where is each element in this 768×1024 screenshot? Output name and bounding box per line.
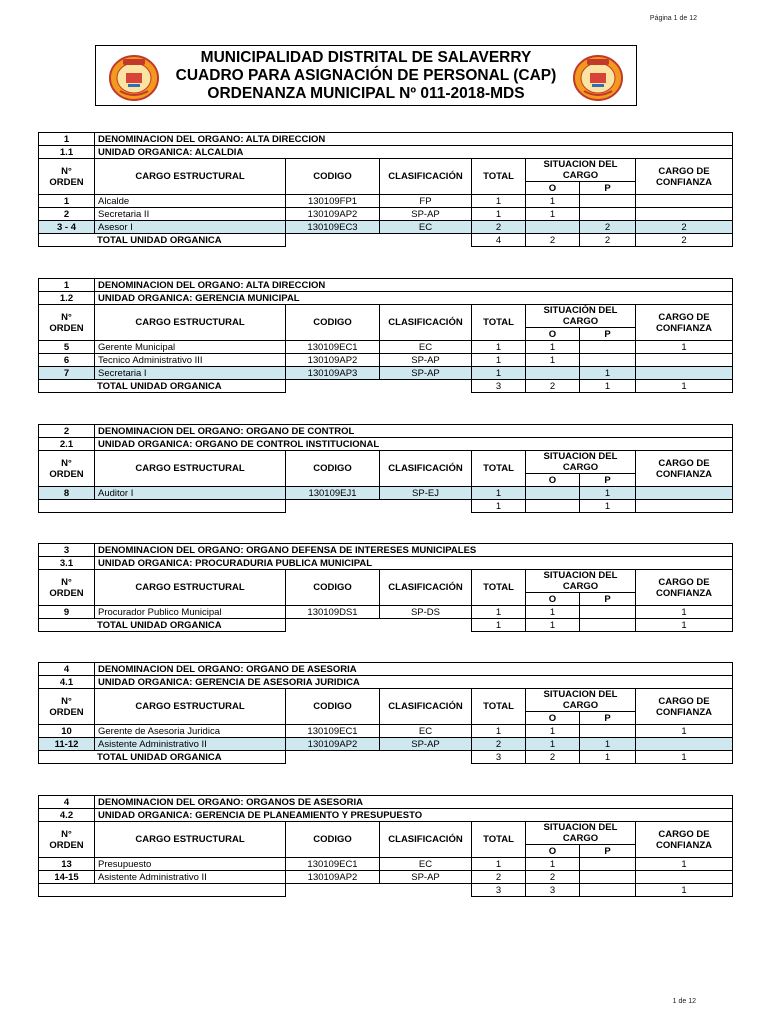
row-p	[580, 606, 636, 619]
row-codigo: 130109DS1	[286, 606, 380, 619]
row-o: 1	[526, 341, 580, 354]
row-o: 1	[526, 195, 580, 208]
total-o: 2	[526, 751, 580, 764]
table-row	[39, 858, 733, 871]
row-confianza	[636, 738, 733, 751]
row-orden: 5	[39, 341, 95, 354]
organo-number: 1	[39, 133, 95, 146]
row-clasificacion: EC	[380, 341, 472, 354]
total-blank	[286, 500, 380, 513]
total-row	[39, 380, 733, 393]
row-orden: 11-12	[39, 738, 95, 751]
header-clasificacion: CLASIFICACIÓN	[380, 689, 472, 725]
header-total: TOTAL	[472, 570, 526, 606]
row-cargo: Auditor I	[95, 487, 286, 500]
organo-name: DENOMINACION DEL ORGANO: ORGANO DE CONTROL	[95, 425, 733, 438]
page-number-bottom: 1 de 12	[672, 998, 696, 1005]
header-situacion: SITUACIÓN DEL CARGO	[526, 305, 636, 328]
row-confianza: 2	[636, 221, 733, 234]
total-p: 1	[580, 380, 636, 393]
header-codigo: CODIGO	[286, 689, 380, 725]
header-clasificacion: CLASIFICACIÓN	[380, 570, 472, 606]
total-p	[580, 884, 636, 897]
row-total: 1	[472, 858, 526, 871]
row-orden: 14-15	[39, 871, 95, 884]
row-codigo: 130109EC1	[286, 341, 380, 354]
total-row	[39, 234, 733, 247]
header-title: MUNICIPALIDAD DISTRITAL DE SALAVERRY	[200, 49, 532, 66]
row-codigo: 130109AP2	[286, 208, 380, 221]
header-o: O	[526, 845, 580, 858]
row-p: 1	[580, 738, 636, 751]
organo-number: 4	[39, 796, 95, 809]
row-orden: 10	[39, 725, 95, 738]
total-blank	[286, 751, 380, 764]
row-clasificacion: SP-AP	[380, 367, 472, 380]
row-total: 2	[472, 738, 526, 751]
header-confianza: CARGO DE CONFIANZA	[636, 451, 733, 487]
total-row	[39, 619, 733, 632]
row-clasificacion: EC	[380, 858, 472, 871]
header-clasificacion: CLASIFICACIÓN	[380, 159, 472, 195]
row-total: 1	[472, 341, 526, 354]
row-o	[526, 221, 580, 234]
header-p: P	[580, 474, 636, 487]
header-total: TOTAL	[472, 159, 526, 195]
total-value: 1	[472, 619, 526, 632]
row-orden: 7	[39, 367, 95, 380]
row-codigo: 130109EJ1	[286, 487, 380, 500]
header-ordinance: ORDENANZA MUNICIPAL Nº 011-2018-MDS	[207, 85, 525, 102]
header-p: P	[580, 328, 636, 341]
row-codigo: 130109AP2	[286, 738, 380, 751]
row-clasificacion: EC	[380, 725, 472, 738]
cap-table	[38, 424, 733, 513]
table-row	[39, 871, 733, 884]
header-orden: N° ORDEN	[39, 689, 95, 725]
unidad-name: UNIDAD ORGANICA: ALCALDIA	[95, 146, 733, 159]
row-total: 1	[472, 725, 526, 738]
row-cargo: Asistente Administrativo II	[95, 871, 286, 884]
header-p: P	[580, 593, 636, 606]
row-clasificacion: SP-AP	[380, 871, 472, 884]
total-blank	[380, 619, 472, 632]
header-cargo: CARGO ESTRUCTURAL	[95, 689, 286, 725]
row-total: 1	[472, 487, 526, 500]
table-row	[39, 725, 733, 738]
unidad-number: 1.2	[39, 292, 95, 305]
row-o	[526, 487, 580, 500]
row-cargo: Presupuesto	[95, 858, 286, 871]
header-orden: N° ORDEN	[39, 451, 95, 487]
total-confianza: 2	[636, 234, 733, 247]
table-row	[39, 487, 733, 500]
row-codigo: 130109EC1	[286, 725, 380, 738]
row-o	[526, 367, 580, 380]
row-cargo: Gerente de Asesoria Juridica	[95, 725, 286, 738]
row-confianza	[636, 195, 733, 208]
header-o: O	[526, 474, 580, 487]
cap-table	[38, 132, 733, 247]
total-o: 2	[526, 234, 580, 247]
row-orden: 9	[39, 606, 95, 619]
row-clasificacion: SP-AP	[380, 738, 472, 751]
row-p	[580, 208, 636, 221]
total-p: 1	[580, 500, 636, 513]
table-row	[39, 738, 733, 751]
header-situacion: SITUACION DEL CARGO	[526, 822, 636, 845]
header-confianza: CARGO DE CONFIANZA	[636, 305, 733, 341]
row-codigo: 130109FP1	[286, 195, 380, 208]
header-p: P	[580, 845, 636, 858]
document-header	[95, 45, 637, 106]
header-situacion: SITUACION DEL CARGO	[526, 570, 636, 593]
row-total: 1	[472, 208, 526, 221]
row-confianza: 1	[636, 341, 733, 354]
header-total: TOTAL	[472, 451, 526, 487]
header-situacion: SITUACION DEL CARGO	[526, 451, 636, 474]
row-total: 1	[472, 367, 526, 380]
row-total: 1	[472, 354, 526, 367]
row-confianza	[636, 487, 733, 500]
row-o: 1	[526, 725, 580, 738]
total-o	[526, 500, 580, 513]
total-row	[39, 500, 733, 513]
organo-name: DENOMINACION DEL ORGANO: ALTA DIRECCION	[95, 279, 733, 292]
total-o: 2	[526, 380, 580, 393]
row-o: 1	[526, 858, 580, 871]
organo-name: DENOMINACION DEL ORGANO: ORGANO DEFENSA DE INTERESES MUNICIPALES	[95, 544, 733, 557]
row-confianza	[636, 208, 733, 221]
total-label	[39, 500, 286, 513]
header-clasificacion: CLASIFICACIÓN	[380, 305, 472, 341]
unidad-name: UNIDAD ORGANICA: GERENCIA MUNICIPAL	[95, 292, 733, 305]
row-p: 1	[580, 487, 636, 500]
total-confianza: 1	[636, 619, 733, 632]
header-confianza: CARGO DE CONFIANZA	[636, 570, 733, 606]
total-value: 4	[472, 234, 526, 247]
row-confianza: 1	[636, 858, 733, 871]
header-confianza: CARGO DE CONFIANZA	[636, 822, 733, 858]
row-cargo: Asistente Administrativo II	[95, 738, 286, 751]
row-codigo: 130109EC1	[286, 858, 380, 871]
row-o: 1	[526, 354, 580, 367]
header-codigo: CODIGO	[286, 451, 380, 487]
header-p: P	[580, 182, 636, 195]
row-codigo: 130109AP2	[286, 871, 380, 884]
total-label: TOTAL UNIDAD ORGANICA	[39, 380, 286, 393]
header-codigo: CODIGO	[286, 305, 380, 341]
total-blank	[380, 234, 472, 247]
header-orden: N° ORDEN	[39, 822, 95, 858]
row-total: 2	[472, 221, 526, 234]
row-orden: 13	[39, 858, 95, 871]
row-total: 1	[472, 606, 526, 619]
header-cargo: CARGO ESTRUCTURAL	[95, 570, 286, 606]
unidad-name: UNIDAD ORGANICA: PROCURADURIA PUBLICA MUNICIPAL	[95, 557, 733, 570]
unidad-number: 1.1	[39, 146, 95, 159]
header-codigo: CODIGO	[286, 570, 380, 606]
unidad-number: 3.1	[39, 557, 95, 570]
total-blank	[286, 884, 380, 897]
row-o: 2	[526, 871, 580, 884]
header-o: O	[526, 593, 580, 606]
row-clasificacion: SP-AP	[380, 354, 472, 367]
header-subtitle: CUADRO PARA ASIGNACIÓN DE PERSONAL (CAP)	[175, 67, 557, 84]
total-o: 3	[526, 884, 580, 897]
page-number-top: Página 1 de 12	[649, 15, 697, 22]
organo-name: DENOMINACION DEL ORGANO: ORGANOS DE ASESORIA	[95, 796, 733, 809]
row-confianza	[636, 367, 733, 380]
header-p: P	[580, 712, 636, 725]
total-blank	[286, 380, 380, 393]
total-value: 1	[472, 500, 526, 513]
total-label: TOTAL UNIDAD ORGANICA	[39, 234, 286, 247]
header-o: O	[526, 712, 580, 725]
header-clasificacion: CLASIFICACIÓN	[380, 822, 472, 858]
table-row	[39, 367, 733, 380]
organo-number: 1	[39, 279, 95, 292]
row-orden: 3 - 4	[39, 221, 95, 234]
row-total: 2	[472, 871, 526, 884]
header-total: TOTAL	[472, 689, 526, 725]
total-confianza: 1	[636, 380, 733, 393]
header-orden: N° ORDEN	[39, 570, 95, 606]
organo-name: DENOMINACION DEL ORGANO: ORGANO DE ASESORIA	[95, 663, 733, 676]
row-cargo: Gerente Municipal	[95, 341, 286, 354]
header-clasificacion: CLASIFICACIÓN	[380, 451, 472, 487]
header-o: O	[526, 182, 580, 195]
header-titles	[96, 49, 636, 103]
total-blank	[380, 751, 472, 764]
cap-table	[38, 543, 733, 632]
row-orden: 2	[39, 208, 95, 221]
row-confianza: 1	[636, 725, 733, 738]
municipal-emblem-icon	[570, 51, 626, 101]
row-orden: 1	[39, 195, 95, 208]
organo-number: 4	[39, 663, 95, 676]
header-cargo: CARGO ESTRUCTURAL	[95, 305, 286, 341]
header-orden: N° ORDEN	[39, 159, 95, 195]
total-blank	[380, 500, 472, 513]
row-o: 1	[526, 606, 580, 619]
total-label: TOTAL UNIDAD ORGANICA	[39, 619, 286, 632]
header-cargo: CARGO ESTRUCTURAL	[95, 822, 286, 858]
total-row	[39, 884, 733, 897]
header-codigo: CODIGO	[286, 822, 380, 858]
header-cargo: CARGO ESTRUCTURAL	[95, 159, 286, 195]
header-total: TOTAL	[472, 822, 526, 858]
row-p	[580, 341, 636, 354]
header-total: TOTAL	[472, 305, 526, 341]
total-blank	[286, 619, 380, 632]
row-orden: 8	[39, 487, 95, 500]
total-o: 1	[526, 619, 580, 632]
row-p	[580, 195, 636, 208]
table-row	[39, 195, 733, 208]
total-p: 1	[580, 751, 636, 764]
unidad-number: 2.1	[39, 438, 95, 451]
cap-table	[38, 795, 733, 897]
row-clasificacion: SP-AP	[380, 208, 472, 221]
row-clasificacion: SP-DS	[380, 606, 472, 619]
row-codigo: 130109AP3	[286, 367, 380, 380]
unidad-name: UNIDAD ORGANICA: ORGANO DE CONTROL INSTITUCIONAL	[95, 438, 733, 451]
row-clasificacion: FP	[380, 195, 472, 208]
total-confianza: 1	[636, 751, 733, 764]
total-value: 3	[472, 751, 526, 764]
total-label: TOTAL UNIDAD ORGANICA	[39, 751, 286, 764]
header-confianza: CARGO DE CONFIANZA	[636, 689, 733, 725]
cap-table	[38, 278, 733, 393]
total-blank	[380, 884, 472, 897]
row-p	[580, 871, 636, 884]
header-o: O	[526, 328, 580, 341]
header-confianza: CARGO DE CONFIANZA	[636, 159, 733, 195]
row-confianza	[636, 871, 733, 884]
total-confianza: 1	[636, 884, 733, 897]
row-p	[580, 858, 636, 871]
total-label	[39, 884, 286, 897]
table-row	[39, 221, 733, 234]
row-cargo: Secretaria II	[95, 208, 286, 221]
row-p	[580, 725, 636, 738]
row-cargo: Asesor I	[95, 221, 286, 234]
unidad-number: 4.2	[39, 809, 95, 822]
header-orden: N° ORDEN	[39, 305, 95, 341]
row-codigo: 130109EC3	[286, 221, 380, 234]
organo-number: 2	[39, 425, 95, 438]
row-cargo: Alcalde	[95, 195, 286, 208]
total-confianza	[636, 500, 733, 513]
unidad-name: UNIDAD ORGANICA: GERENCIA DE PLANEAMIENTO Y PRESUPUESTO	[95, 809, 733, 822]
total-p: 2	[580, 234, 636, 247]
row-cargo: Secretaria I	[95, 367, 286, 380]
header-cargo: CARGO ESTRUCTURAL	[95, 451, 286, 487]
row-confianza: 1	[636, 606, 733, 619]
organo-name: DENOMINACION DEL ORGANO: ALTA DIRECCION	[95, 133, 733, 146]
table-row	[39, 606, 733, 619]
total-p	[580, 619, 636, 632]
row-p	[580, 354, 636, 367]
row-total: 1	[472, 195, 526, 208]
unidad-number: 4.1	[39, 676, 95, 689]
row-orden: 6	[39, 354, 95, 367]
total-value: 3	[472, 380, 526, 393]
header-situacion: SITUACION DEL CARGO	[526, 689, 636, 712]
total-blank	[286, 234, 380, 247]
row-p: 1	[580, 367, 636, 380]
row-clasificacion: SP-EJ	[380, 487, 472, 500]
row-clasificacion: EC	[380, 221, 472, 234]
row-o: 1	[526, 738, 580, 751]
row-cargo: Procurador Publico Municipal	[95, 606, 286, 619]
header-codigo: CODIGO	[286, 159, 380, 195]
table-row	[39, 341, 733, 354]
organo-number: 3	[39, 544, 95, 557]
cap-table	[38, 662, 733, 764]
row-codigo: 130109AP2	[286, 354, 380, 367]
header-situacion: SITUACION DEL CARGO	[526, 159, 636, 182]
row-cargo: Tecnico Administrativo III	[95, 354, 286, 367]
row-confianza	[636, 354, 733, 367]
total-value: 3	[472, 884, 526, 897]
total-blank	[380, 380, 472, 393]
row-p: 2	[580, 221, 636, 234]
table-row	[39, 208, 733, 221]
total-row	[39, 751, 733, 764]
table-row	[39, 354, 733, 367]
unidad-name: UNIDAD ORGANICA: GERENCIA DE ASESORIA JURIDICA	[95, 676, 733, 689]
row-o: 1	[526, 208, 580, 221]
